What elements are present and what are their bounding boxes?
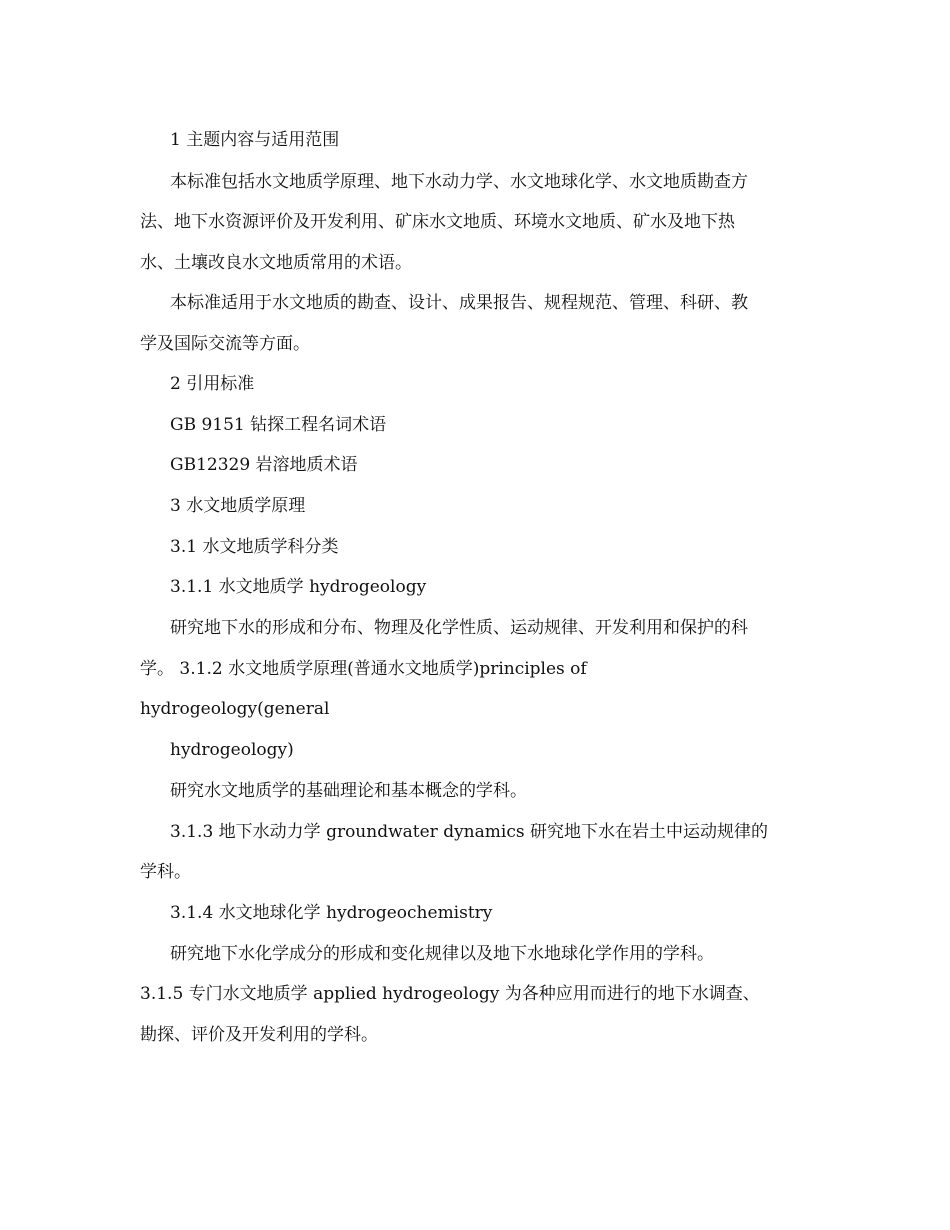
paragraph-line: 法、地下水资源评价及开发利用、矿床水文地质、环境水文地质、矿水及地下热 xyxy=(140,212,735,232)
term-line: 3.1.3 地下水动力学 groundwater dynamics 研究地下水在岩土中运动规律的 xyxy=(170,822,768,842)
paragraph-line: 研究地下水的形成和分布、物理及化学性质、运动规律、开发利用和保护的科 xyxy=(170,618,748,638)
paragraph-line: 勘探、评价及开发利用的学科。 xyxy=(140,1025,378,1045)
paragraph-line: 本标准包括水文地质学原理、地下水动力学、水文地球化学、水文地质勘查方 xyxy=(170,172,748,192)
paragraph-line: 学。 3.1.2 水文地质学原理(普通水文地质学)principles of xyxy=(140,659,587,679)
section-heading: 3 水文地质学原理 xyxy=(170,496,306,516)
reference-line: GB 9151 钻探工程名词术语 xyxy=(170,415,387,435)
paragraph-line: 学科。 xyxy=(140,862,191,882)
term-heading: 3.1.1 水文地质学 hydrogeology xyxy=(170,577,427,597)
section-heading: 1 主题内容与适用范围 xyxy=(170,130,340,150)
paragraph-line: 学及国际交流等方面。 xyxy=(140,334,310,354)
term-line: 3.1.5 专门水文地质学 applied hydrogeology 为各种应用而进行的地下水调查、 xyxy=(140,984,760,1004)
section-heading: 2 引用标准 xyxy=(170,374,255,394)
paragraph-line: 水、土壤改良水文地质常用的术语。 xyxy=(140,253,412,273)
reference-line: GB12329 岩溶地质术语 xyxy=(170,455,358,475)
paragraph-line: 研究水文地质学的基础理论和基本概念的学科。 xyxy=(170,781,527,801)
paragraph-line: hydrogeology) xyxy=(170,740,294,760)
subsection-heading: 3.1 水文地质学科分类 xyxy=(170,537,339,557)
term-heading: 3.1.4 水文地球化学 hydrogeochemistry xyxy=(170,903,493,923)
paragraph-line: 本标准适用于水文地质的勘查、设计、成果报告、规程规范、管理、科研、教 xyxy=(170,293,748,313)
paragraph-line: hydrogeology(general xyxy=(140,699,330,719)
paragraph-line: 研究地下水化学成分的形成和变化规律以及地下水地球化学作用的学科。 xyxy=(170,944,714,964)
